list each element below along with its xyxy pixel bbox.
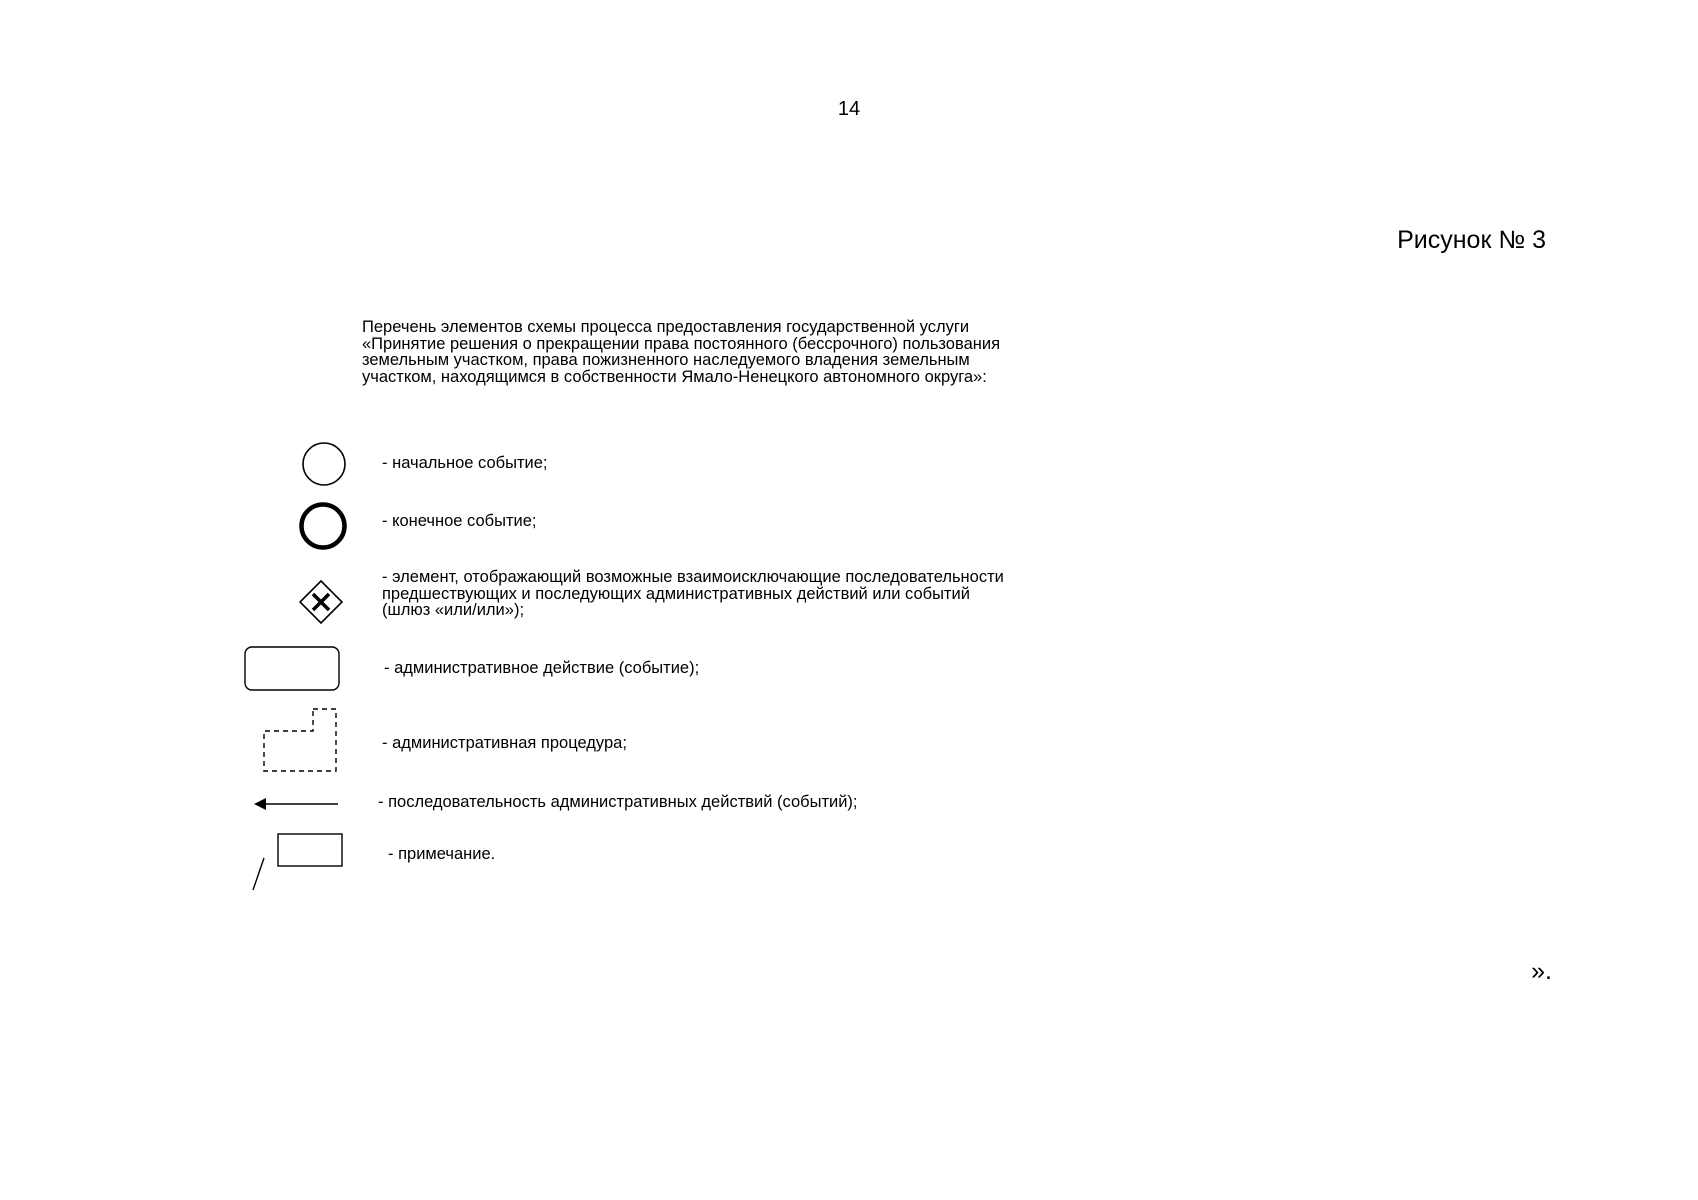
legend-item-sequence: - последовательность административных действий (событий); <box>378 793 858 811</box>
exclusive-gateway-icon <box>298 579 344 625</box>
closing-quote: ». <box>1531 957 1552 985</box>
arrow-left-icon <box>252 796 342 812</box>
legend-item-start-event: - начальное событие; <box>382 454 548 472</box>
intro-text: Перечень элементов схемы процесса предоставления государственной услуги «Принятие решения о прекращении права постоянного (бессрочного) пользования земельным участком, права пожизненного наследуемого владения земельным участком, находящимся в собственности Ямало-Ненецкого автономного округа»: <box>362 318 1001 386</box>
page-number: 14 <box>837 98 861 120</box>
legend-item-note: - примечание. <box>388 845 496 863</box>
start-event-circle-icon <box>300 440 348 488</box>
legend-item-admin-action: - административное действие (событие); <box>384 659 700 677</box>
dashed-procedure-icon <box>262 706 340 774</box>
figure-label: Рисунок № 3 <box>1397 226 1546 254</box>
end-event-circle-icon <box>298 501 348 551</box>
legend-item-gateway: - элемент, отображающий возможные взаимоисключающие последовательности предшествующих и последующих административных действий или событий (шлюз «или/или»); <box>382 568 1004 619</box>
rounded-rectangle-icon <box>244 646 340 692</box>
legend-item-end-event: - конечное событие; <box>382 512 537 530</box>
legend-item-admin-procedure: - административная процедура; <box>382 734 627 752</box>
annotation-icon <box>250 832 346 894</box>
